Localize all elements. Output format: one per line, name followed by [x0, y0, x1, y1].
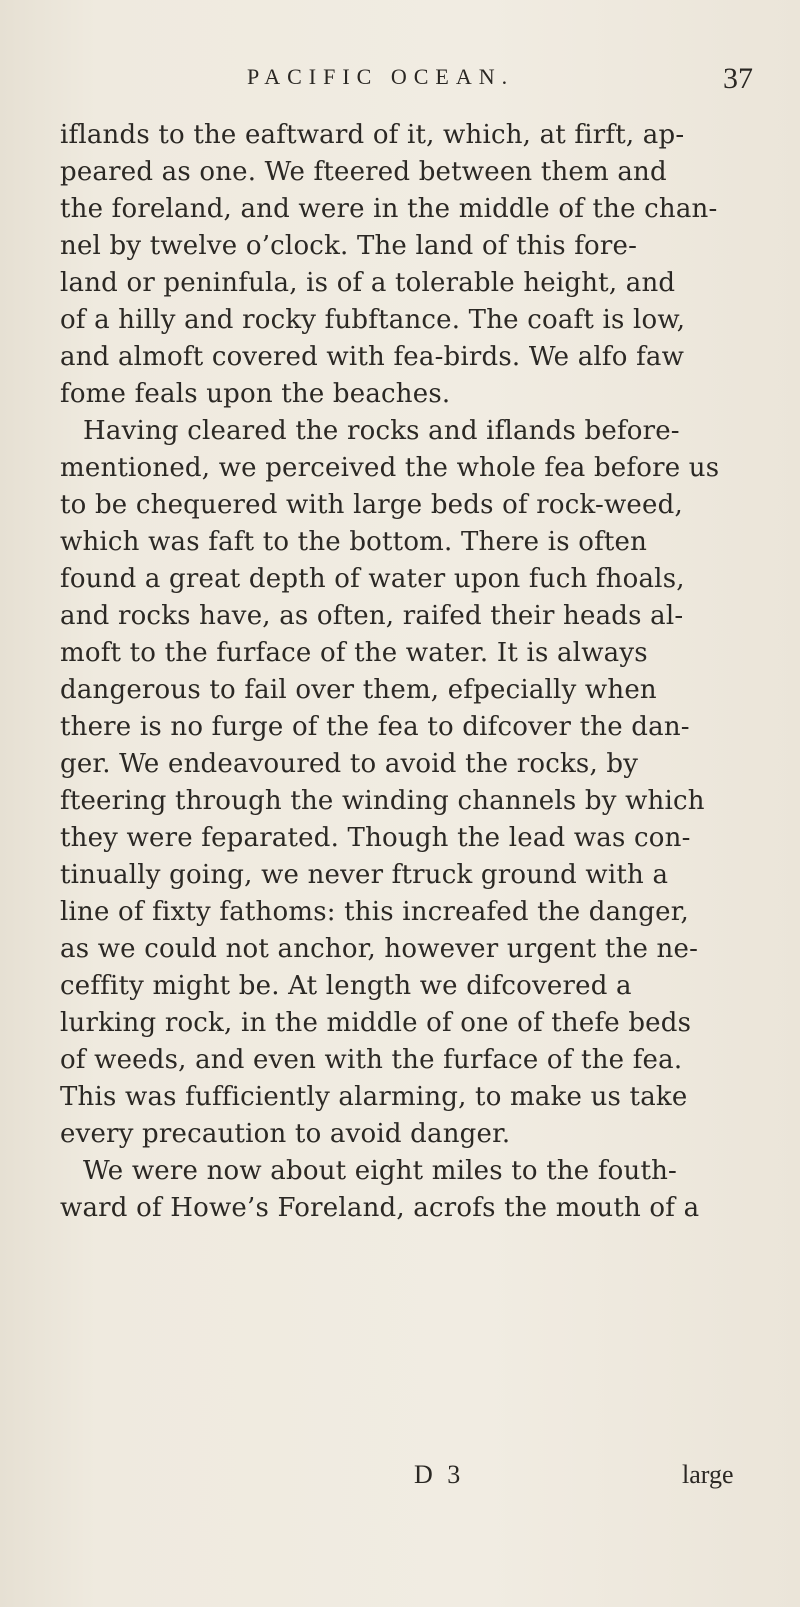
text-line: fteering through the winding channels by which — [60, 786, 705, 816]
text-line: iflands to the eaftward of it, which, at firft, ap- — [60, 120, 685, 150]
page-header — [0, 62, 800, 112]
text-line: nel by twelve o’clock. The land of this fore- — [60, 231, 638, 261]
text-line: every precaution to avoid danger. — [60, 1119, 511, 1149]
text-line: mentioned, we perceived the whole fea before us — [60, 453, 720, 483]
text-line: dangerous to fail over them, efpecially when — [60, 675, 657, 705]
signature-mark: D 3 — [414, 1460, 465, 1489]
text-line: which was faft to the bottom. There is often — [60, 527, 648, 557]
text-line: ger. We endeavoured to avoid the rocks, by — [60, 749, 639, 779]
running-head: PACIFIC OCEAN. — [247, 64, 515, 89]
text-line: ward of Howe’s Foreland, acrofs the mouth of a — [60, 1193, 700, 1223]
text-line: there is no furge of the fea to difcover the dan- — [60, 712, 690, 742]
text-line: and almoft covered with fea-birds. We alfo faw — [60, 342, 685, 372]
text-line: ceffity might be. At length we difcovered a — [60, 971, 632, 1001]
text-line: the foreland, and were in the middle of the chan- — [60, 194, 718, 224]
text-line: fome feals upon the beaches. — [60, 379, 451, 409]
text-line: peared as one. We fteered between them and — [60, 157, 667, 187]
text-line: tinually going, we never ftruck ground with a — [60, 860, 669, 890]
text-line: lurking rock, in the middle of one of thefe beds — [60, 1008, 692, 1038]
catchword: large — [682, 1460, 734, 1489]
text-line: moft to the furface of the water. It is always — [60, 638, 648, 668]
page-footer — [0, 1460, 800, 1500]
body-text — [60, 117, 760, 1227]
text-line: they were feparated. Though the lead was con- — [60, 823, 691, 853]
text-line: line of fixty fathoms: this increafed the danger, — [60, 897, 689, 927]
text-line: of a hilly and rocky fubftance. The coaft is low, — [60, 305, 686, 335]
text-line: to be chequered with large beds of rock-weed, — [60, 490, 683, 520]
text-line: found a great depth of water upon fuch fhoals, — [60, 564, 685, 594]
text-line: of weeds, and even with the furface of the fea. — [60, 1045, 683, 1075]
page-number: 37 — [723, 62, 753, 95]
text-line: and rocks have, as often, raifed their heads al- — [60, 601, 684, 631]
paragraph-start-line: We were now about eight miles to the fouth- — [83, 1156, 678, 1186]
text-line: as we could not anchor, however urgent the ne- — [60, 934, 699, 964]
text-line: This was fufficiently alarming, to make us take — [60, 1082, 688, 1112]
paragraph-start-line: Having cleared the rocks and iflands before- — [83, 416, 680, 446]
text-line: land or peninfula, is of a tolerable height, and — [60, 268, 676, 298]
